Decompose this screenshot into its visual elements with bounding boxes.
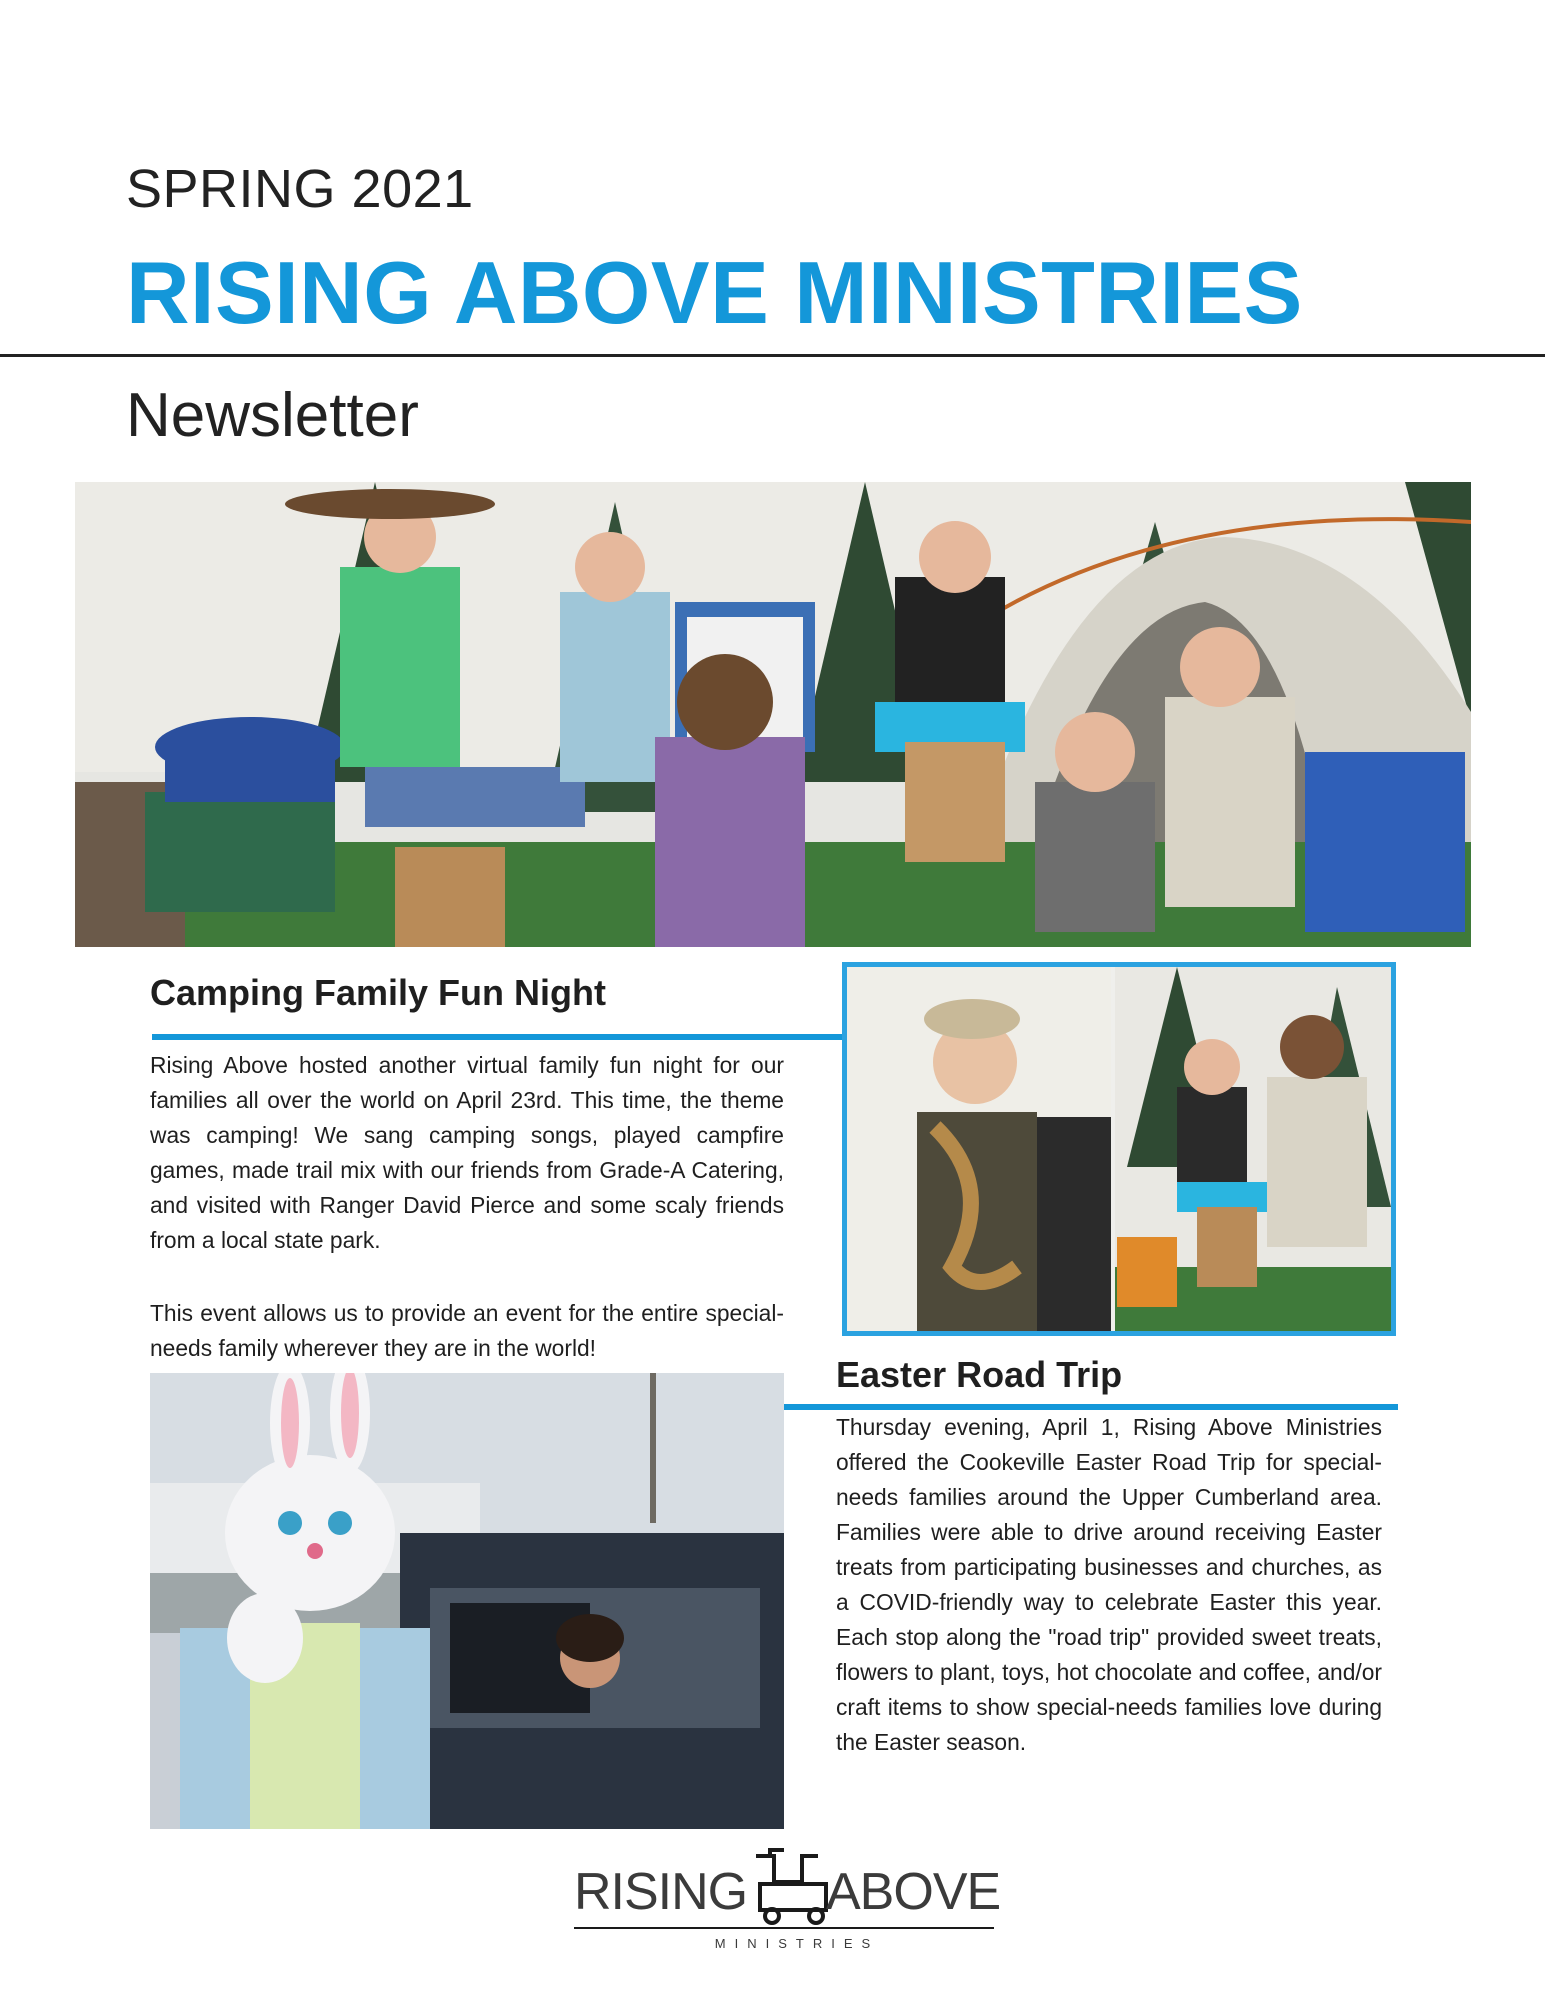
rising-above-logo xyxy=(574,1842,1001,1962)
camping-paragraph-1: Rising Above hosted another virtual family fun night for our families all over the world on April 23rd. This time, the theme was camping! We sang camping songs, played campfire games, made trail mix with our friends from Grade-A Catering, and visited with Ranger David Pierce and some scaly friends from a local state park. xyxy=(150,1052,784,1253)
header-divider xyxy=(0,354,1545,357)
logo-left-word: RISING xyxy=(574,1863,748,1921)
camping-hero-photo xyxy=(75,482,1471,947)
camping-heading-rule xyxy=(152,1034,842,1040)
snake-collage-photo xyxy=(842,962,1396,1336)
newsletter-title: RISING ABOVE MINISTRIES xyxy=(126,243,1303,342)
camping-paragraph-2: This event allows us to provide an event for the entire special-needs family wherever they are in the world! xyxy=(150,1300,784,1361)
logo-right-word: ABOVE xyxy=(826,1863,1001,1921)
season-label: SPRING 2021 xyxy=(126,159,474,219)
easter-paragraph: Thursday evening, April 1, Rising Above Ministries offered the Cookeville Easter Road Trip for special-needs families around the Upper Cumberland area. Families were able to drive around receiving Easter treats from participating businesses and churches, as a COVID-friendly way to celebrate Easter this year. Each stop along the "road trip" provided sweet treats, flowers to plant, toys, hot chocolate and coffee, and/or craft items to show special-needs families love during the Easter season. xyxy=(836,1414,1382,1755)
easter-heading: Easter Road Trip xyxy=(836,1354,1123,1395)
wheelchair-icon xyxy=(756,1850,826,1923)
logo-tagline: MINISTRIES xyxy=(714,1936,880,1951)
camping-heading: Camping Family Fun Night xyxy=(150,972,606,1013)
easter-bunny-photo xyxy=(150,1373,784,1829)
newsletter-subtitle: Newsletter xyxy=(126,381,419,450)
